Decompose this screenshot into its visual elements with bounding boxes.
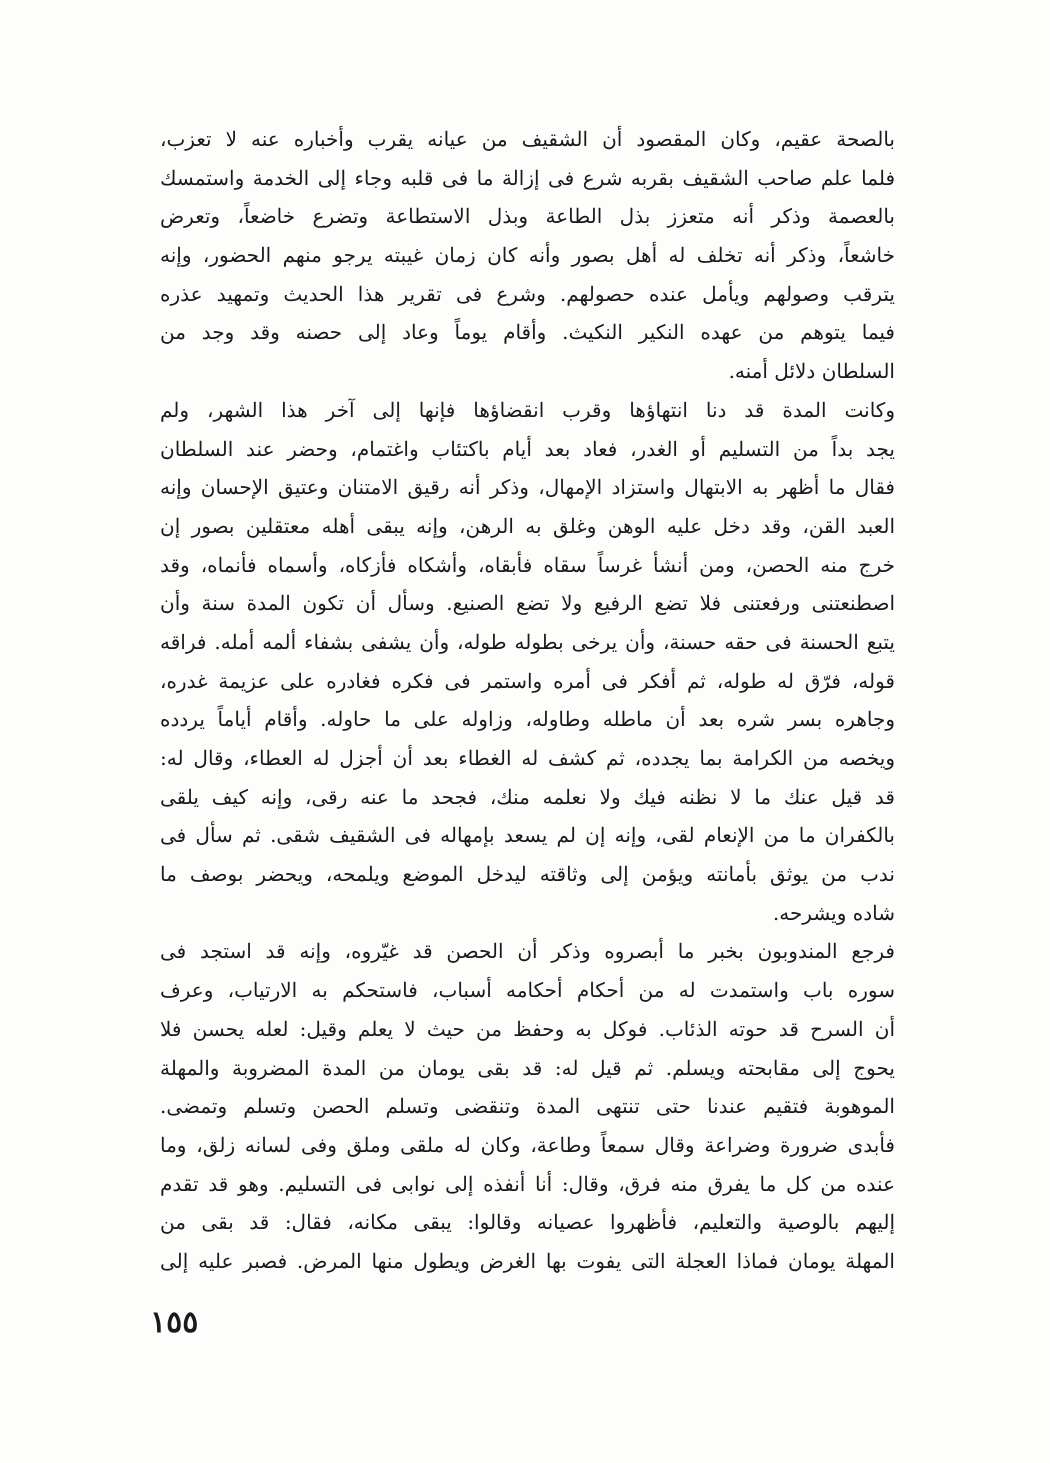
page-body-text bbox=[160, 120, 895, 1281]
text-line: سوره باب واستمدت له من أحكام أحكامه أسباب، فاستحكم به الارتياب، وعرف bbox=[160, 978, 895, 1003]
text-line: فلما علم صاحب الشقيف بقربه شرع فى إزالة ما فى قلبه وجاء إلى الخدمة واستمسك bbox=[160, 165, 895, 190]
text-line: فقال ما أظهر به الابتهال واستزاد الإمهال، وذكر أنه رقيق الامتنان وعتيق الإحسان وإنه bbox=[160, 475, 895, 500]
text-line: يتبع الحسنة فى حقه حسنة، وأن يرخى بطوله طوله، وأن يشفى بشفاء ألمه أمله. فراقه bbox=[160, 629, 895, 654]
page-number: ١٥٥ bbox=[150, 1305, 199, 1340]
text-line: يحوج إلى مقابحته ويسلم. ثم قيل له: قد بقى يومان من المدة المضروبة والمهلة bbox=[160, 1055, 895, 1080]
text-line: اصطنعتنى ورفعتنى فلا تضع الرفيع ولا تضع الصنيع. وسأل أن تكون المدة سنة وأن bbox=[160, 591, 895, 616]
text-line: إليهم بالوصية والتعليم، فأظهروا عصيانه وقالوا: يبقى مكانه، فقال: قد بقى من bbox=[160, 1210, 895, 1235]
text-line: قوله، فرّق له طوله، ثم أفكر فى أمره واستمر فى فكره فغادره على عزيمة غدره، bbox=[160, 668, 895, 693]
text-line: المهلة يومان فماذا العجلة التى يفوت بها الغرض ويطول منها المرض. فصبر عليه إلى bbox=[160, 1248, 895, 1273]
text-line: بالعصمة وذكر أنه متعزز بذل الطاعة وبذل الاستطاعة وتضرع خاضعاً، وتعرض bbox=[160, 204, 895, 229]
text-line: فأبدى ضرورة وضراعة وقال سمعاً وطاعة، وكان له ملقى وملق وفى لسانه زلق، وما bbox=[160, 1132, 895, 1157]
text-line: خرج منه الحصن، ومن أنشأ غرساً سقاه فأبقاه، وأشكاه فأزكاه، وأسماه فأنماه، وقد bbox=[160, 552, 895, 577]
text-line: خاشعاً، وذكر أنه تخلف له أهل بصور وأنه كان زمان غيبته يرجو منهم الحضور، وإنه bbox=[160, 243, 895, 268]
text-line: وكانت المدة قد دنا انتهاؤها وقرب انقضاؤها فإنها إلى آخر هذا الشهر، ولم bbox=[160, 397, 895, 422]
text-line: أن السرح قد حوته الذئاب. فوكل به وحفظ من حيث لا يعلم وقيل: لعله يحسن فلا bbox=[160, 1016, 895, 1041]
text-line: قد قيل عنك ما لا نظنه فيك ولا نعلمه منك، فجحد ما عنه رقى، وإنه كيف يلقى bbox=[160, 784, 895, 809]
text-line: بالكفران ما من الإنعام لقى، وإنه إن لم يسعد بإمهاله فى الشقيف شقى. ثم سأل فى bbox=[160, 823, 895, 848]
text-line: يترقب وصولهم ويأمل عنده حصولهم. وشرع فى تقرير هذا الحديث وتمهيد عذره bbox=[160, 281, 895, 306]
text-line: العبد القن، وقد دخل عليه الوهن وغلق به الرهن، وإنه يبقى أهله معتقلين بصور إن bbox=[160, 513, 895, 538]
text-line: يجد بداً من التسليم أو الغدر، فعاد بعد أيام باكتئاب واغتمام، وحضر عند السلطان bbox=[160, 436, 895, 461]
text-line: شاده ويشرحه. bbox=[772, 900, 895, 925]
text-line: بالصحة عقيم، وكان المقصود أن الشقيف من عيانه يقرب وأخباره عنه لا تعزب، bbox=[160, 127, 895, 151]
text-line: فيما يتوهم من عهده النكير النكيث. وأقام يوماً وعاد إلى حصنه وقد وجد من bbox=[160, 320, 895, 345]
text-line: السلطان دلائل أمنه. bbox=[728, 359, 895, 384]
text-line: فرجع المندوبون بخبر ما أبصروه وذكر أن الحصن قد غيّروه، وإنه قد استجد فى bbox=[160, 939, 895, 964]
text-line: عنده من كل ما يفرق منه فرق، وقال: أنا أنفذه إلى نوابى فى التسليم. وهو قد تقدم bbox=[160, 1171, 895, 1196]
text-line: الموهوبة فتقيم عندنا حتى تنتهى المدة وتنقضى وتسلم الحصن وتسلم وتمضى. bbox=[160, 1094, 895, 1119]
text-line: ندب من يوثق بأمانته ويؤمن إلى وثاقته ليدخل الموضع ويلمحه، ويحضر بوصف ما bbox=[160, 862, 895, 887]
text-line: وجاهره بسر شره بعد أن ماطله وطاوله، وزاوله على ما حاوله. وأقام أياماً يردده bbox=[160, 707, 895, 732]
text-line: ويخصه من الكرامة بما يجدده، ثم كشف له الغطاء بعد أن أجزل له العطاء، وقال له: bbox=[160, 746, 895, 770]
